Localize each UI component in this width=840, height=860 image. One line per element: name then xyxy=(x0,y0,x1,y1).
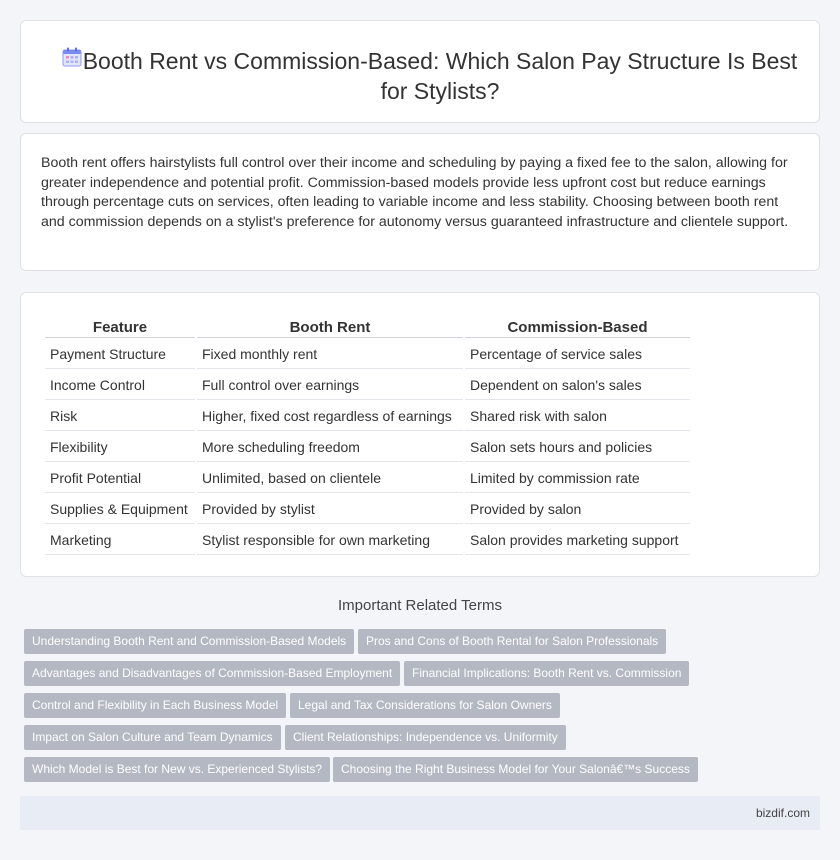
comparison-table xyxy=(43,315,692,557)
table-cell: Fixed monthly rent xyxy=(197,340,463,369)
table-header-row xyxy=(45,317,690,338)
table-cell: More scheduling freedom xyxy=(197,433,463,462)
table-cell: Shared risk with salon xyxy=(465,402,690,431)
related-term-tag[interactable]: Pros and Cons of Booth Rental for Salon Professionals xyxy=(358,629,666,654)
comparison-table-card xyxy=(20,292,820,577)
table-cell: Limited by commission rate xyxy=(465,464,690,493)
page-title: Booth Rent vs Commission-Based: Which Salon Pay Structure Is Best for Stylists? xyxy=(82,48,798,104)
calendar-icon xyxy=(61,46,83,68)
table-cell: Payment Structure xyxy=(45,340,195,369)
table-cell: Stylist responsible for own marketing xyxy=(197,526,463,555)
table-cell: Dependent on salon's sales xyxy=(465,371,690,400)
table-row xyxy=(45,526,690,555)
table-cell: Provided by stylist xyxy=(197,495,463,524)
table-cell: Risk xyxy=(45,402,195,431)
related-terms-heading: Important Related Terms xyxy=(338,597,502,614)
table-cell: Flexibility xyxy=(45,433,195,462)
table-row xyxy=(45,495,690,524)
table-cell: Marketing xyxy=(45,526,195,555)
column-header-feature: Feature xyxy=(45,317,195,338)
table-cell: Unlimited, based on clientele xyxy=(197,464,463,493)
intro-card xyxy=(20,133,820,271)
related-term-tag[interactable]: Client Relationships: Independence vs. Uniformity xyxy=(285,725,566,750)
column-header-commission: Commission-Based xyxy=(465,317,690,338)
table-row xyxy=(45,340,690,369)
related-term-tag[interactable]: Control and Flexibility in Each Business Model xyxy=(24,693,286,718)
related-term-tag[interactable]: Impact on Salon Culture and Team Dynamics xyxy=(24,725,281,750)
related-term-tag[interactable]: Understanding Booth Rent and Commission-Based Models xyxy=(24,629,354,654)
related-term-tag[interactable]: Advantages and Disadvantages of Commission-Based Employment xyxy=(24,661,400,686)
footer-bar xyxy=(20,796,820,830)
related-term-tag[interactable]: Which Model is Best for New vs. Experienced Stylists? xyxy=(24,757,330,782)
related-term-tag[interactable]: Legal and Tax Considerations for Salon Owners xyxy=(290,693,560,718)
related-term-tag[interactable]: Choosing the Right Business Model for Your Salonâ€™s Success xyxy=(333,757,698,782)
intro-paragraph: Booth rent offers hairstylists full control over their income and scheduling by paying a fixed fee to the salon, allowing for greater independence and potential profit. Commission-based models provide less upfront cost but reduce earnings through percentage cuts on services, often leading to variable income and less stability. Choosing between booth rent and commission depends on a stylist's preference for autonomy versus guaranteed infrastructure and clientele support. xyxy=(41,155,789,230)
related-term-tag[interactable]: Financial Implications: Booth Rent vs. Commission xyxy=(404,661,689,686)
table-cell: Salon sets hours and policies xyxy=(465,433,690,462)
table-cell: Full control over earnings xyxy=(197,371,463,400)
table-row xyxy=(45,433,690,462)
table-cell: Profit Potential xyxy=(45,464,195,493)
title-card xyxy=(20,20,820,123)
table-row xyxy=(45,402,690,431)
table-cell: Higher, fixed cost regardless of earnings xyxy=(197,402,463,431)
table-row xyxy=(45,371,690,400)
table-cell: Percentage of service sales xyxy=(465,340,690,369)
column-header-booth-rent: Booth Rent xyxy=(197,317,463,338)
table-cell: Supplies & Equipment xyxy=(45,495,195,524)
table-cell: Provided by salon xyxy=(465,495,690,524)
table-cell: Income Control xyxy=(45,371,195,400)
table-cell: Salon provides marketing support xyxy=(465,526,690,555)
footer-site-link[interactable]: bizdif.com xyxy=(755,806,810,820)
table-row xyxy=(45,464,690,493)
